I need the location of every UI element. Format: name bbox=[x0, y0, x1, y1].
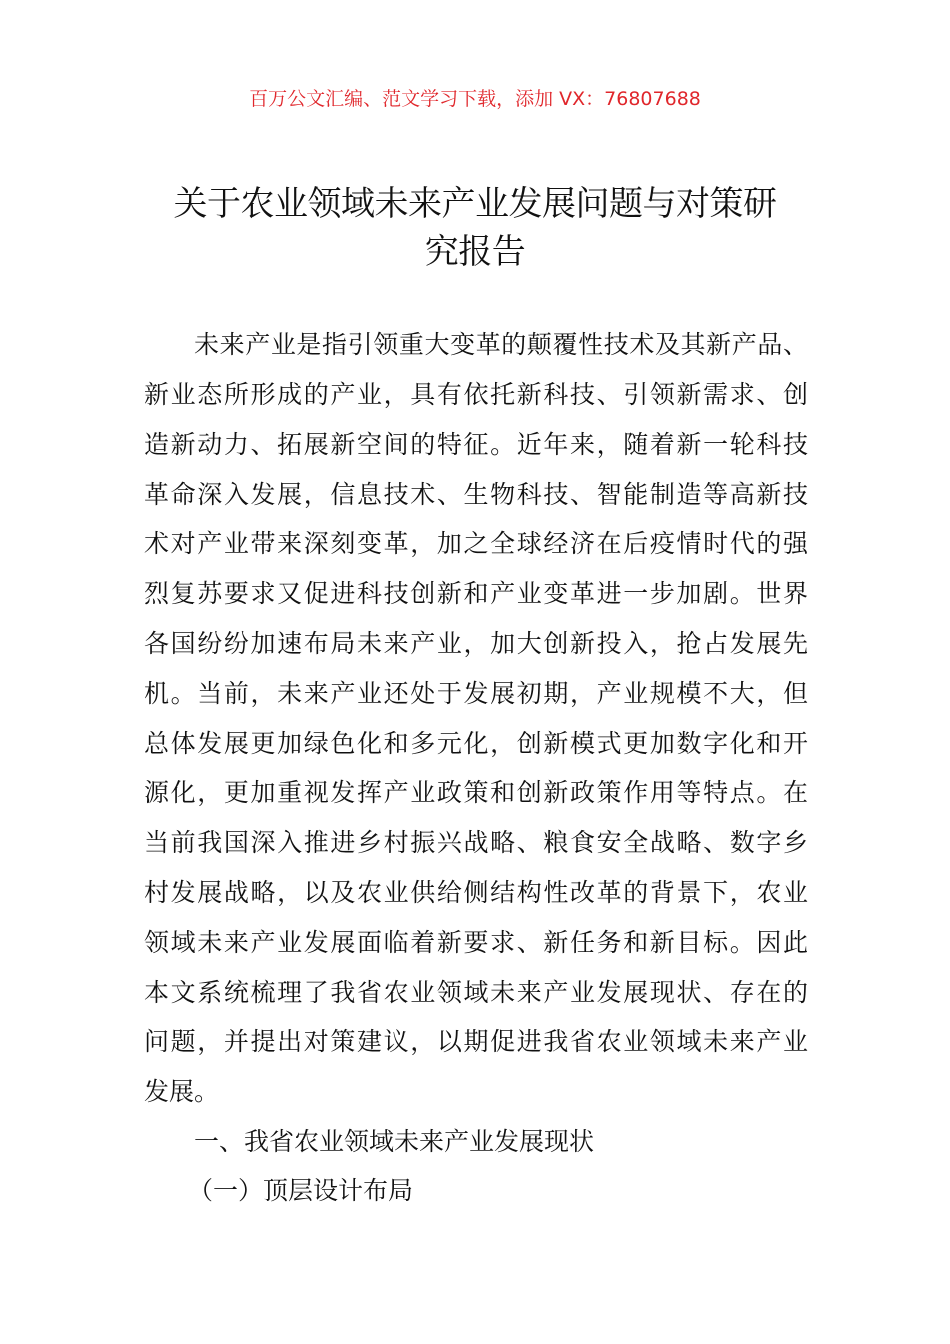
document-title-line-1: 关于农业领域未来产业发展问题与对策研 bbox=[173, 184, 777, 224]
paragraph-line: 总体发展更加绿色化和多元化，创新模式更加数字化和开 bbox=[144, 729, 808, 758]
subsection-heading: （一）顶层设计布局 bbox=[188, 1176, 414, 1205]
watermark-banner: 百万公文汇编、范文学习下载，添加 VX：76807688 bbox=[249, 88, 701, 110]
paragraph-line: 本文系统梳理了我省农业领域未来产业发展现状、存在的 bbox=[144, 978, 808, 1007]
paragraph-line: 革命深入发展，信息技术、生物科技、智能制造等高新技 bbox=[144, 480, 808, 509]
paragraph-line: 源化，更加重视发挥产业政策和创新政策作用等特点。在 bbox=[144, 778, 808, 807]
paragraph-line: 新业态所形成的产业，具有依托新科技、引领新需求、创 bbox=[144, 380, 808, 409]
paragraph-line: 问题，并提出对策建议，以期促进我省农业领域未来产业 bbox=[144, 1027, 808, 1056]
paragraph-line: 发展。 bbox=[144, 1077, 220, 1106]
paragraph-line: 机。当前，未来产业还处于发展初期，产业规模不大，但 bbox=[144, 679, 808, 708]
document-title-line-2: 究报告 bbox=[424, 232, 526, 272]
paragraph-line: 当前我国深入推进乡村振兴战略、粮食安全战略、数字乡 bbox=[144, 828, 808, 857]
paragraph-line: 术对产业带来深刻变革，加之全球经济在后疫情时代的强 bbox=[144, 529, 808, 558]
paragraph-line: 烈复苏要求又促进科技创新和产业变革进一步加剧。世界 bbox=[144, 579, 808, 608]
section-heading: 一、我省农业领域未来产业发展现状 bbox=[194, 1127, 595, 1156]
paragraph-line: 各国纷纷加速布局未来产业，加大创新投入，抢占发展先 bbox=[144, 629, 808, 658]
paragraph-line: 村发展战略，以及农业供给侧结构性改革的背景下，农业 bbox=[144, 878, 808, 907]
paragraph-line: 未来产业是指引领重大变革的颠覆性技术及其新产品、 bbox=[194, 330, 808, 359]
paragraph-line: 造新动力、拓展新空间的特征。近年来，随着新一轮科技 bbox=[144, 430, 808, 459]
paragraph-line: 领域未来产业发展面临着新要求、新任务和新目标。因此 bbox=[144, 928, 808, 957]
